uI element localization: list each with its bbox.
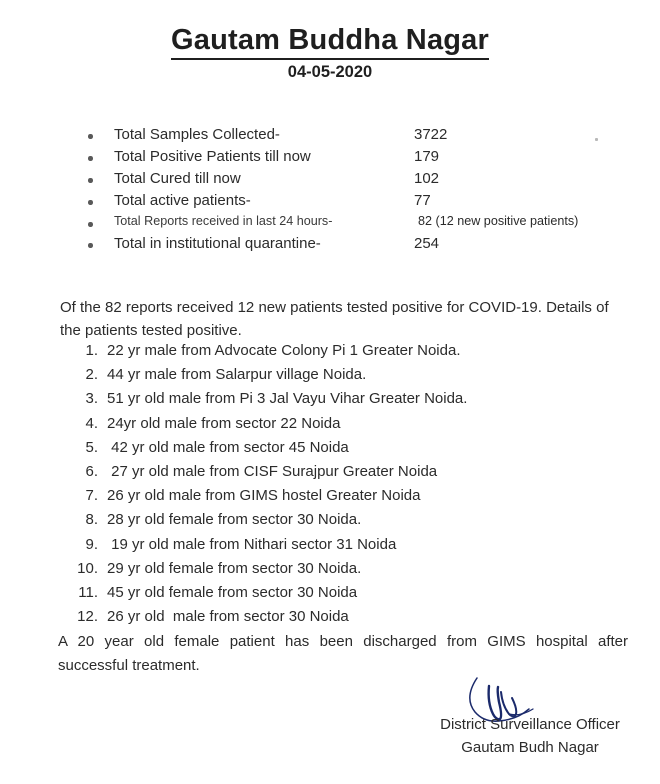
discharge-line-1: A 20 year old female patient has been discharged from GIMS hospital after [58,633,628,650]
scan-speck-artifact [595,138,598,141]
list-item-text: 24yr old male from sector 22 Noida [107,414,341,432]
stat-label: Total in institutional quarantine- [114,235,321,252]
list-item-number: 1. [85,342,98,359]
list-item-number: 9. [85,535,98,553]
list-item-text: 45 yr old female from sector 30 Noida [107,583,358,601]
bullet-icon [88,200,93,205]
stat-row [88,170,608,192]
stat-value: 102 [414,170,440,187]
bullet-icon [88,222,93,227]
list-item [60,463,620,487]
list-item [60,415,620,439]
stat-label: Total Reports received in last 24 hours- [114,214,333,228]
stat-row [88,192,608,214]
list-item-text: 27 yr old male from CISF Surajpur Greater Noida [107,462,438,480]
list-item [60,487,620,511]
stat-row [88,235,608,257]
patient-list [60,342,620,632]
list-item-text: 26 yr old male from sector 30 Noida [107,608,349,626]
list-item [60,584,620,608]
list-item-number: 2. [85,366,98,384]
stat-value: 179 [414,148,440,165]
list-item [60,608,620,632]
bullet-icon [88,178,93,183]
list-item-number: 11. [78,583,98,601]
stat-value: 77 [414,192,431,209]
stat-value: 254 [414,235,440,252]
intro-paragraph: Of the 82 reports received 12 new patients tested positive for COVID-19. Details of the patients tested positive. [60,299,609,339]
list-item [60,511,620,535]
document-date: 04-05-2020 [287,63,373,81]
document-title-text: Gautam Buddha Nagar [171,24,489,60]
stat-label: Total Cured till now [114,170,241,187]
list-item-number: 5. [85,438,98,456]
list-item-text: 42 yr old male from sector 45 Noida [107,438,349,456]
list-item-text: 28 yr old female from sector 30 Noida. [107,511,362,529]
list-item-number: 6. [85,462,98,480]
list-item-text: 26 yr old male from GIMS hostel Greater Noida [107,487,421,505]
statistics-list [88,126,608,257]
bullet-icon [88,134,93,139]
list-item-text: 44 yr male from Salarpur village Noida. [107,366,367,384]
stat-value: 3722 [414,126,448,143]
signature-district: Gautam Budh Nagar [461,739,599,756]
stat-value: 82 (12 new positive patients) [418,214,579,228]
list-item-text: 29 yr old female from sector 30 Noida. [107,559,362,577]
list-item-number: 4. [85,414,98,432]
document-title [0,24,660,57]
stat-label: Total Positive Patients till now [114,148,311,165]
list-item-number: 8. [85,511,98,529]
stat-row [88,126,608,148]
bullet-icon [88,156,93,161]
list-item-number: 12. [77,608,98,626]
list-item-text: 19 yr old male from Nithari sector 31 Noida [107,535,397,553]
list-item-number: 3. [85,390,98,408]
list-item-number: 10. [77,559,98,577]
list-item-text: 22 yr male from Advocate Colony Pi 1 Greater Noida. [107,342,461,359]
list-item-text: 51 yr old male from Pi 3 Jal Vayu Vihar Greater Noida. [107,390,468,408]
stat-label: Total active patients- [114,192,251,209]
list-item [60,536,620,560]
list-item [60,390,620,414]
list-item [60,560,620,584]
list-item [60,439,620,463]
bullet-icon [88,243,93,248]
list-item [60,366,620,390]
stat-row [88,148,608,170]
discharge-paragraph [58,630,628,678]
list-item-number: 7. [85,487,98,505]
stat-label: Total Samples Collected- [114,126,280,143]
stat-row [88,214,608,235]
discharge-line-2: successful treatment. [58,657,200,674]
signature-designation: District Surveillance Officer [440,716,620,733]
list-item [60,342,620,366]
